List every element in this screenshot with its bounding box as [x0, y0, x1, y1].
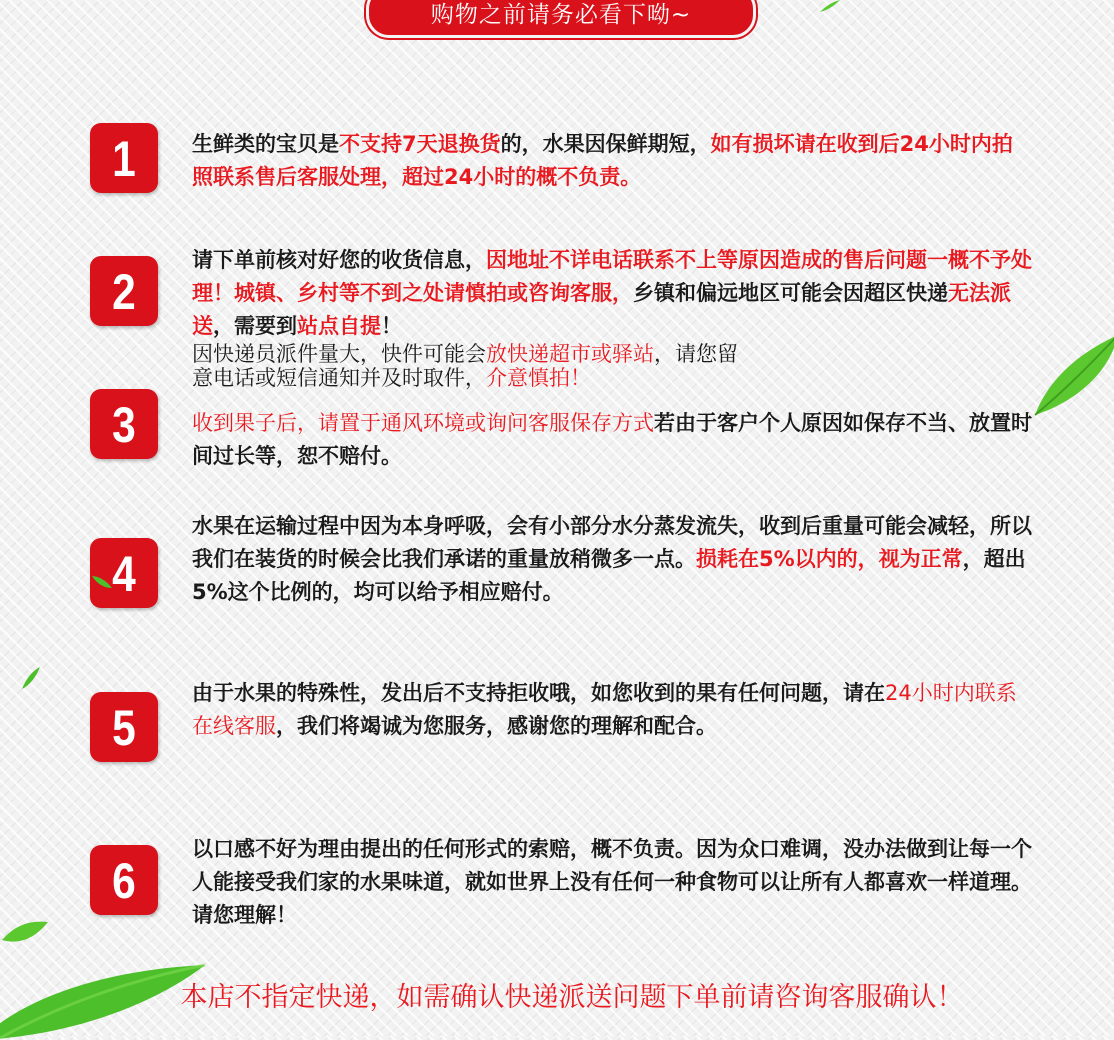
notice-item-5 [192, 677, 1032, 743]
notice-item-3 [192, 342, 752, 390]
notice-text: 乡镇和偏远地区可能会因超区快递 [633, 281, 948, 305]
notice-highlight: 收到果子后，请置于通风环境或询问客服保存方式 [192, 411, 654, 435]
notice-highlight: 介意慎拍！ [486, 366, 591, 390]
notice-text: 水果在运输过程中因为本身呼吸，会有小部分水分蒸发流失，收到后重量可能会减轻，所以我们在装货的时候会比我们承诺的重量放稍微多一点。 [192, 514, 1032, 571]
banner-title: 购物之前请务必看下呦~ [366, 0, 756, 38]
footer-notice: 本店不指定快递，如需确认快递派送问题下单前请咨询客服确认！ [180, 982, 964, 1013]
notice-text: ，请您留意电话或短信通知并及时取件， [192, 342, 738, 390]
notice-highlight: 如有损坏请在收到后24小时内拍照联系售后客服处理，超过24小时的概不负责。 [192, 132, 1013, 189]
item-number: 6 [112, 853, 136, 909]
item-number: 1 [112, 131, 136, 187]
notice-text: 的，水果因保鲜期短， [500, 132, 711, 156]
notice-text: 由于水果的特殊性，发出后不支持拒收哦，如您收到的果有任何问题，请在 [192, 681, 885, 705]
notice-highlight: 不支持7天退换货 [339, 132, 501, 156]
notice-highlight: 站点自提 [297, 314, 381, 338]
item-number-badge [90, 845, 158, 915]
notice-text: 生鲜类的宝贝是 [192, 132, 339, 156]
item-number: 3 [112, 397, 136, 453]
leaf-icon [1030, 330, 1114, 420]
notice-item-1 [192, 128, 1032, 194]
item-number: 2 [112, 264, 136, 320]
notice-text: 以口感不好为理由提出的任何形式的索赔，概不负责。因为众口难调，没办法做到让每一个人能接受我们家的水果味道，就如世界上没有任何一种食物可以让所有人都喜欢一样道理。请您理解！ [192, 837, 1032, 927]
notice-text: ，需要到 [213, 314, 297, 338]
notice-highlight: 放快递超市或驿站 [486, 342, 654, 366]
leaf-icon [820, 0, 840, 12]
leaf-icon [92, 574, 112, 590]
notice-text: 请下单前核对好您的收货信息， [192, 248, 486, 272]
notice-highlight: 因地址不详电话联系不上等原因造成的售后问题一概不予处理！城镇、乡村等不到之处请慎拍或咨询客服， [192, 248, 1032, 305]
notice-item-4 [192, 510, 1032, 609]
notice-highlight: 无法派送 [192, 281, 1011, 338]
notice-text: ！ [381, 314, 402, 338]
notice-text: 若由于客户个人原因如保存不当、放置时间过长等，恕不赔付。 [192, 411, 1032, 468]
notice-text: ，我们将竭诚为您服务，感谢您的理解和配合。 [276, 714, 717, 738]
notice-text: ，超出5%这个比例的，均可以给予相应赔付。 [192, 547, 1026, 604]
notice-item-6 [192, 833, 1032, 932]
item-number-badge [90, 538, 158, 608]
notice-item-2 [192, 244, 1032, 343]
notice-highlight: 损耗在5%以内的，视为正常 [696, 547, 963, 571]
item-number-badge [90, 692, 158, 762]
item-number-badge [90, 123, 158, 193]
item-number: 5 [112, 700, 136, 756]
leaf-icon [0, 900, 50, 950]
item-number: 4 [112, 546, 136, 602]
item-number-badge [90, 256, 158, 326]
leaf-icon [20, 665, 42, 691]
notice-text: 因快递员派件量大，快件可能会 [192, 342, 486, 366]
notice-item-3-storage [192, 407, 1032, 473]
item-number-badge [90, 389, 158, 459]
notice-highlight: 24小时内联系在线客服 [192, 681, 1017, 738]
